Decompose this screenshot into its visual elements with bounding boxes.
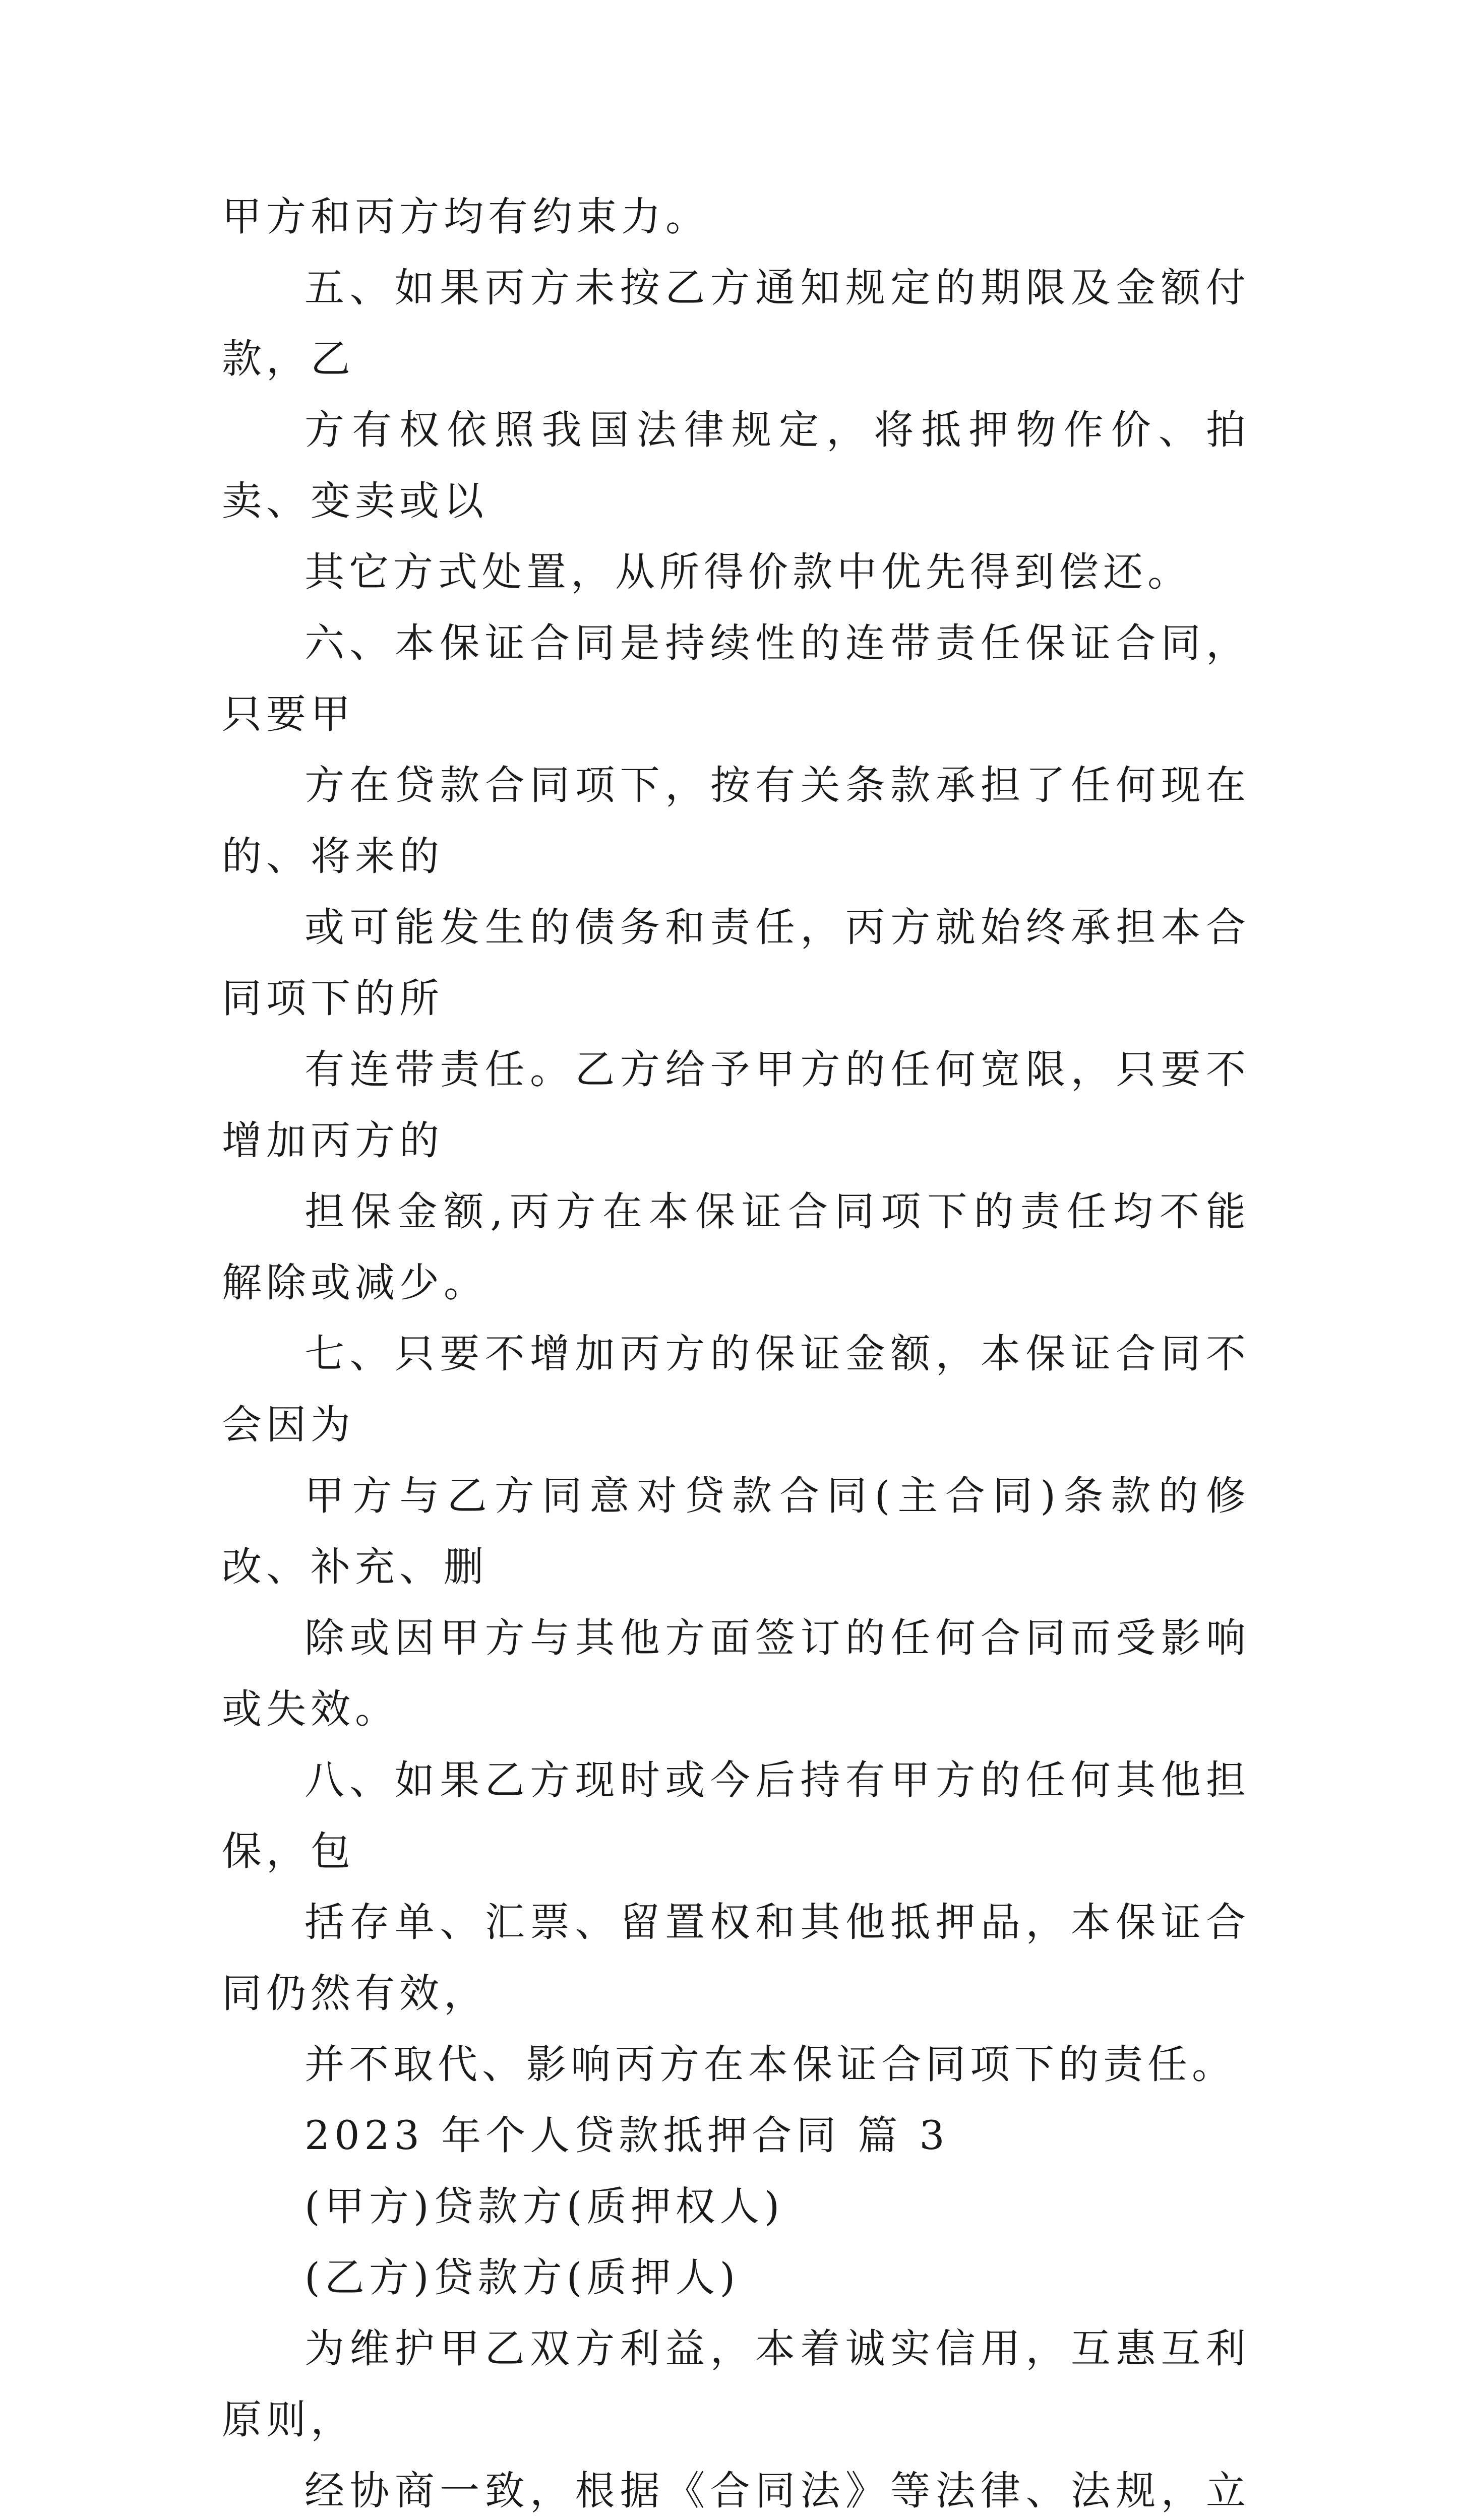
clause-six [222,608,1250,1318]
text-line: (甲方)贷款方(质押权人) [305,2183,784,2230]
text-line: 有连带责任。乙方给予甲方的任何宽限，只要不增加丙方的 [222,1046,1250,1164]
text-line: 七、只要不增加丙方的保证金额，本保证合同不会因为 [222,1331,1250,1448]
clause-seven [222,1318,1250,1745]
text-line: 方有权依照我国法律规定，将抵押物作价、拍卖、变卖或以 [222,407,1250,524]
clause-eight [222,1745,1250,2100]
text-line: 方在贷款合同项下，按有关条款承担了任何现在的、将来的 [222,762,1250,879]
text-line: 六、本保证合同是持续性的连带责任保证合同，只要甲 [222,620,1250,737]
text-line: 为维护甲乙双方利益，本着诚实信用，互惠互利原则， [222,2325,1250,2443]
text-line: 经协商一致，根据《合同法》等法律、法规，立 [305,2468,1250,2514]
section-heading [222,2100,1250,2171]
text-line: 其它方式处置，从所得价款中优先得到偿还。 [305,549,1192,595]
preamble [222,2313,1250,2520]
text-line: (乙方)贷款方(质押人) [305,2254,740,2301]
text-line: 五、如果丙方未按乙方通知规定的期限及金额付款，乙 [222,265,1250,382]
text-line: 甲方与乙方同意对贷款合同(主合同)条款的修改、补充、删 [222,1473,1250,1590]
document-body [222,181,1250,2520]
party-b-line [222,2242,1250,2313]
text-line: 八、如果乙方现时或今后持有甲方的任何其他担保，包 [222,1757,1250,1874]
text-line: 除或因甲方与其他方面签订的任何合同而受影响或失效。 [222,1615,1250,1732]
clause-five [222,253,1250,608]
party-a-line [222,2171,1250,2242]
text-line: 担保金额,丙方在本保证合同项下的责任均不能解除或减少。 [222,1188,1250,1306]
text-line: 或可能发生的债务和责任，丙方就始终承担本合同项下的所 [222,904,1250,1022]
text-line: 并不取代、影响丙方在本保证合同项下的责任。 [305,2041,1236,2088]
text-line: 甲方和丙方均有约束力。 [222,194,710,240]
text-line: 2023 年个人贷款抵押合同 篇 3 [305,2112,949,2159]
text-line: 括存单、汇票、留置权和其他抵押品，本保证合同仍然有效， [222,1899,1250,2017]
paragraph-continuation [222,181,1250,253]
